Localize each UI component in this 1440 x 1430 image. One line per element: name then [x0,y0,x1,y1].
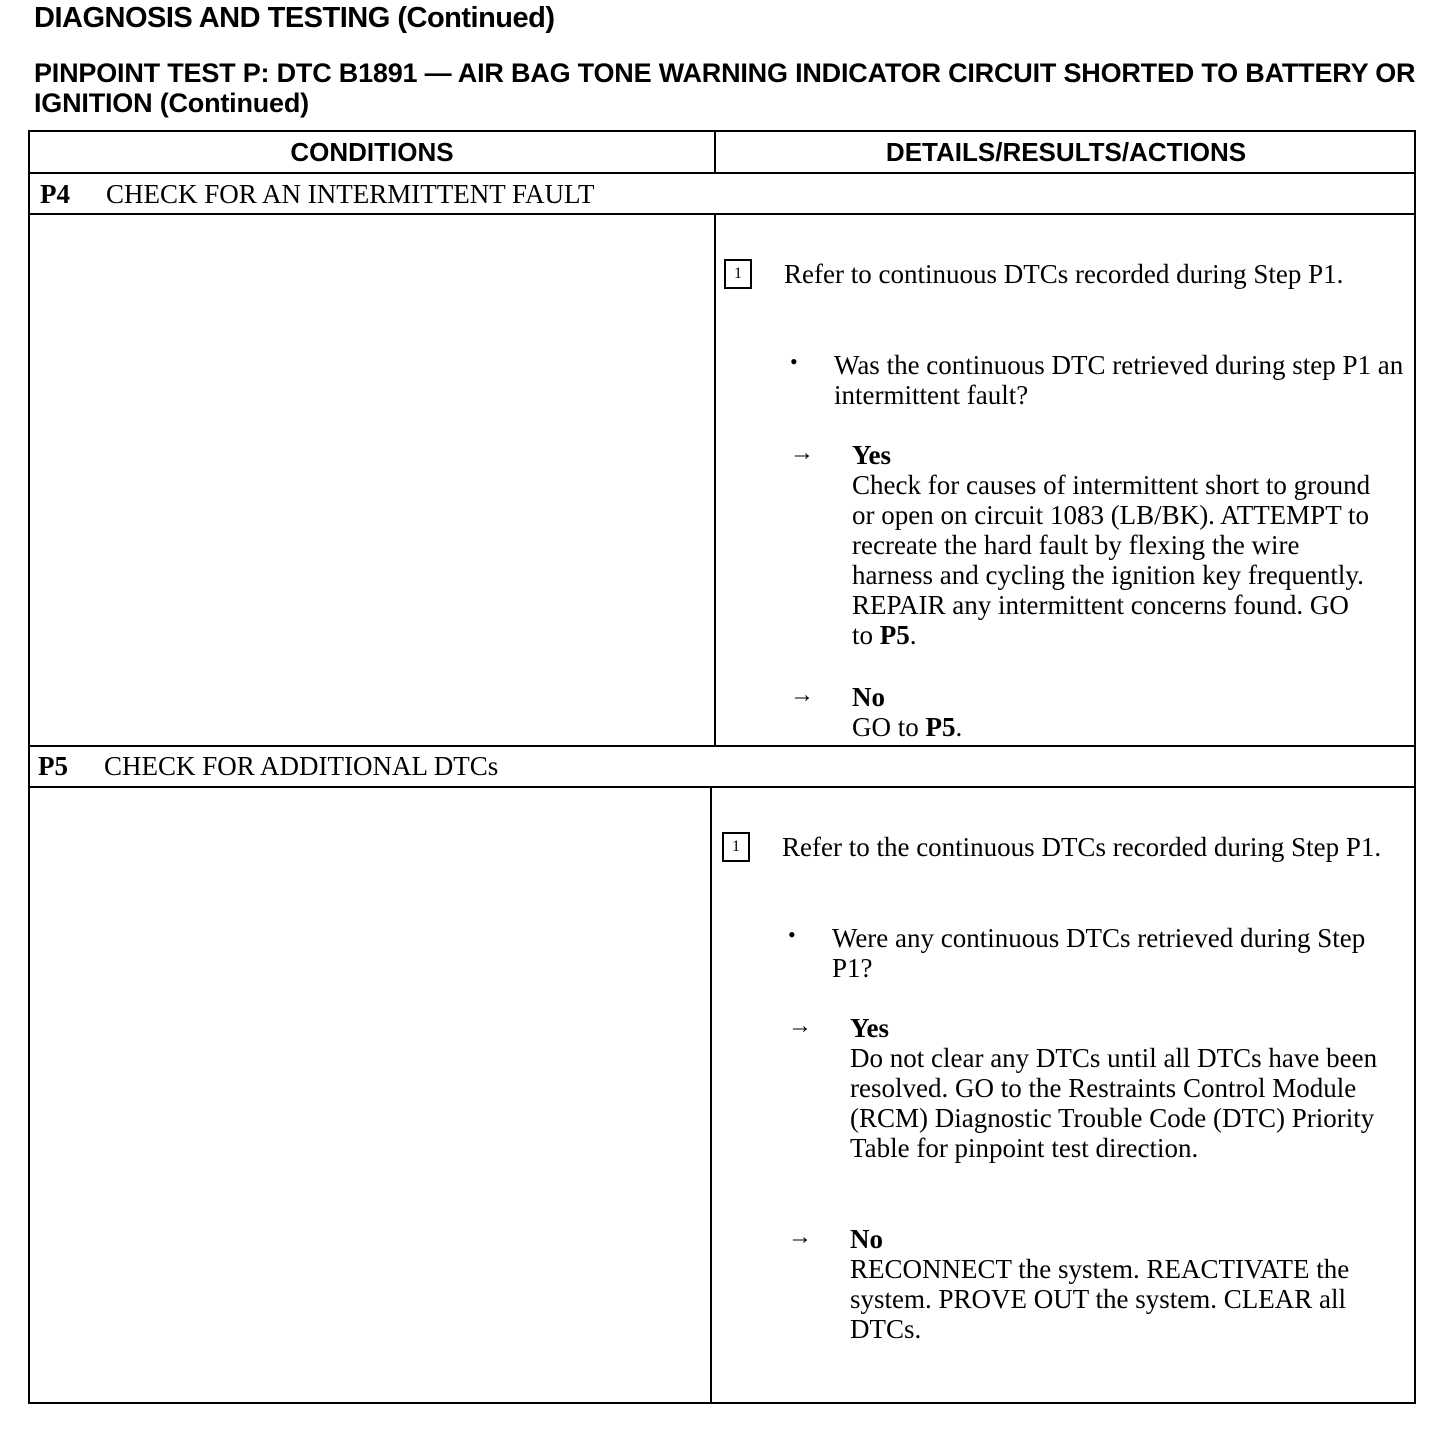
arrow-icon: → [788,1224,812,1250]
step-title-text-p4: CHECK FOR AN INTERMITTENT FAULT [106,179,595,209]
p5-column-divider [710,786,712,1402]
result-yes-p5 [850,1013,1390,1163]
arrow-icon: → [790,440,814,466]
arrow-icon: → [788,1013,812,1039]
result-yes-label: Yes [850,1013,889,1043]
p5-title-divider [30,786,1414,788]
section-heading: DIAGNOSIS AND TESTING (Continued) [34,2,555,34]
result-no-action: RECONNECT the system. REACTIVATE the system. PROVE OUT the system. CLEAR all DTCs. [850,1254,1350,1344]
goto-step-p5: P5 [925,712,956,742]
question-p4: Was the continuous DTC retrieved during step P1 an intermittent fault? [834,350,1404,410]
substep-number-box-p4: 1 [724,259,752,289]
step-id-p5: P5 [38,751,68,781]
result-no-label: No [852,682,885,712]
bullet-icon: • [788,922,796,947]
result-yes-label: Yes [852,440,891,470]
result-no-p5 [850,1224,1390,1344]
question-p5: Were any continuous DTCs retrieved during Step P1? [832,923,1366,983]
header-column-divider [714,132,716,172]
substep-number-box-p5: 1 [722,832,750,862]
step-id-p4: P4 [40,179,70,209]
p4-column-divider [714,213,716,745]
step-title-text-p5: CHECK FOR ADDITIONAL DTCs [104,751,499,781]
result-no-action: GO to P5. [852,712,963,742]
instruction-p4: Refer to continuous DTCs recorded during Step P1. [784,259,1344,289]
step-title-p4 [40,174,595,214]
result-yes-p4 [852,440,1372,650]
result-yes-action: Do not clear any DTCs until all DTCs have been resolved. GO to the Restraints Control Module (RCM) Diagnostic Trouble Code (DTC) Priority Table for pinpoint test direction. [850,1043,1378,1163]
result-no-p4 [852,682,1372,742]
details-column-header: DETAILS/RESULTS/ACTIONS [885,137,1247,167]
result-no-label: No [850,1224,883,1254]
conditions-column-header: CONDITIONS [290,137,454,167]
step-title-p5 [38,746,498,786]
arrow-icon: → [790,682,814,708]
instruction-p5: Refer to the continuous DTCs recorded during Step P1. [782,832,1382,862]
result-yes-action: Check for causes of intermittent short to ground or open on circuit 1083 (LB/BK). ATTEMPT to recreate the hard fault by flexing the wire harness and cycling the ignition key frequently. REPAIR any intermittent concerns found. GO to P5. [852,470,1371,650]
bullet-icon: • [790,349,798,374]
pinpoint-test-table [28,130,1416,1404]
pinpoint-test-title: PINPOINT TEST P: DTC B1891 — AIR BAG TONE WARNING INDICATOR CIRCUIT SHORTED TO BATTERY OR IGNITION (Continued) [34,58,1416,118]
goto-step-p5: P5 [879,620,910,650]
